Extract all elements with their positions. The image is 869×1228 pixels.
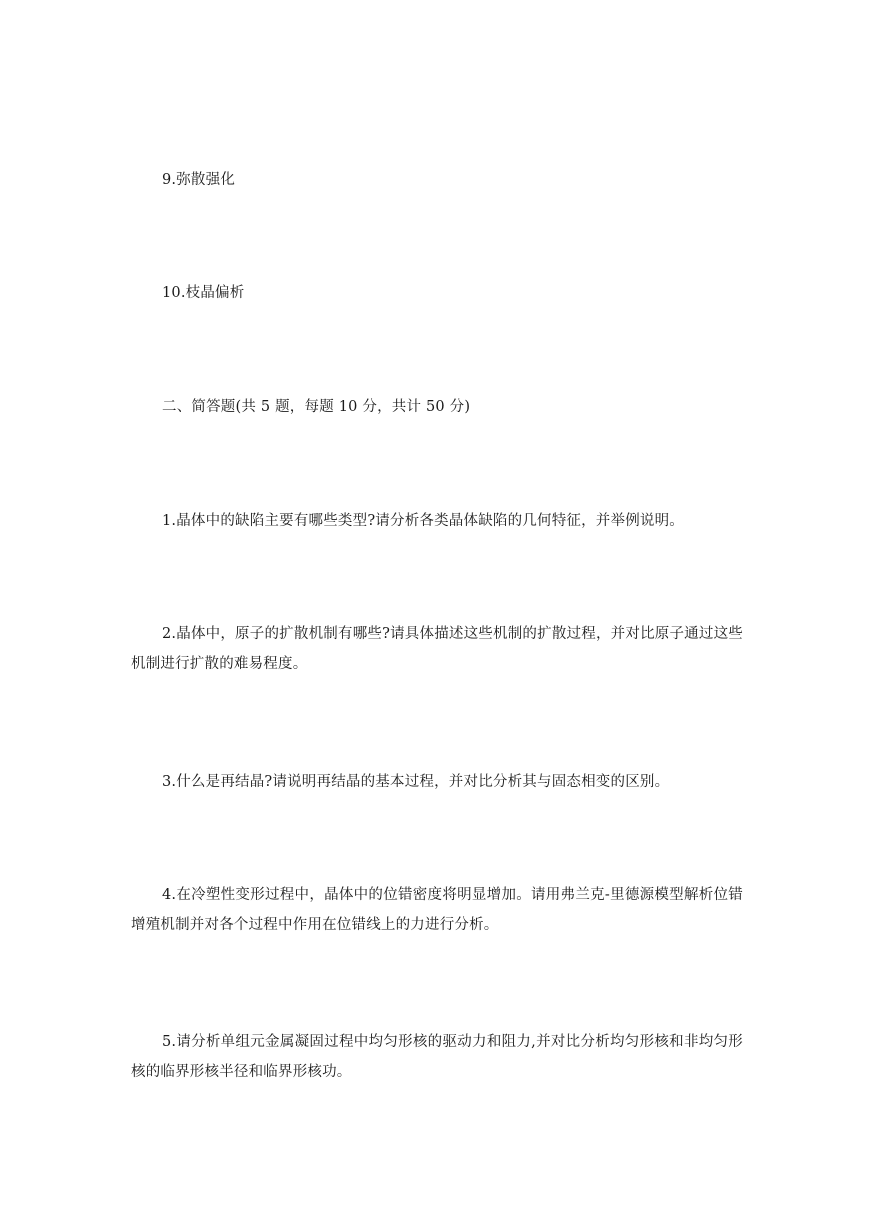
question-1: 1.晶体中的缺陷主要有哪些类型?请分析各类晶体缺陷的几何特征，并举例说明。 (162, 513, 685, 529)
question-5: 5.请分析单组元金属凝固过程中均匀形核的驱动力和阻力,并对比分析均匀形核和非均匀形核的临界形核半径和临界形核功。 (131, 1034, 743, 1080)
term-item-10: 10.枝晶偏析 (162, 285, 245, 301)
question-4: 4.在冷塑性变形过程中，晶体中的位错密度将明显增加。请用弗兰克-里德源模型解析位错增殖机制并对各个过程中作用在位错线上的力进行分析。 (131, 887, 743, 933)
question-3: 3.什么是再结晶?请说明再结晶的基本过程，并对比分析其与固态相变的区别。 (162, 774, 670, 790)
term-item-9: 9.弥散强化 (162, 172, 236, 188)
question-2: 2.晶体中，原子的扩散机制有哪些?请具体描述这些机制的扩散过程，并对比原子通过这些机制进行扩散的难易程度。 (131, 626, 743, 672)
section-heading-short-answer: 二、简答题(共 5 题，每题 10 分，共计 50 分) (162, 399, 471, 415)
